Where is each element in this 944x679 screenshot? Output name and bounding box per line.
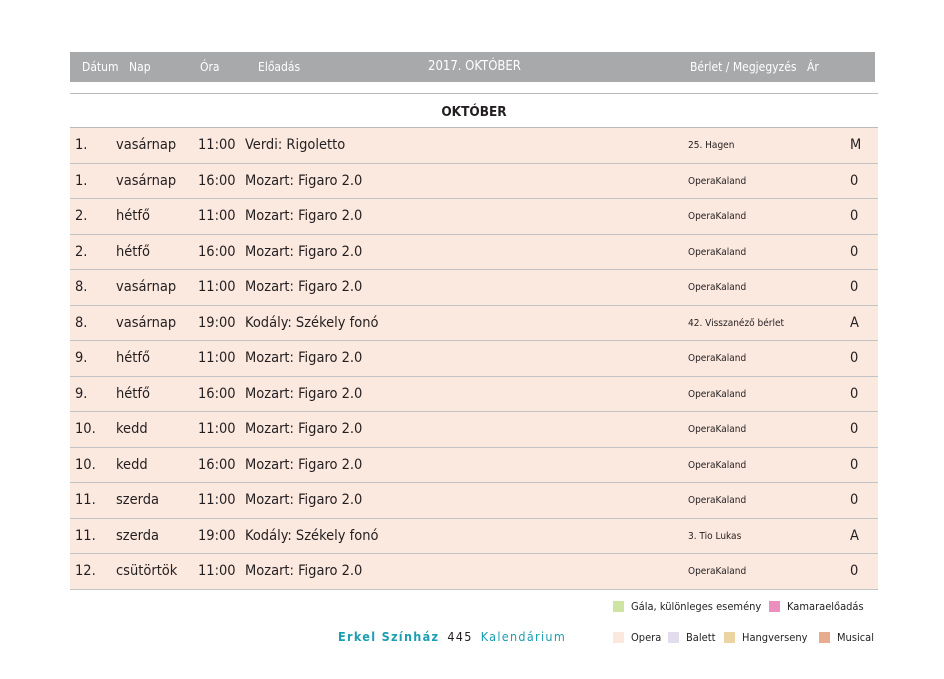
chamber-swatch: [769, 601, 780, 612]
event-note: 25. Hagen: [688, 140, 735, 151]
event-day: kedd: [116, 421, 148, 437]
legend-gala: [613, 600, 761, 613]
ballet-swatch: [668, 632, 679, 643]
event-note: 42. Visszanéző bérlet: [688, 317, 785, 329]
legend-label: Balett: [686, 631, 716, 644]
event-price: 0: [850, 208, 859, 224]
event-day: vasárnap: [116, 137, 177, 153]
month-title: OKTÓBER: [441, 104, 507, 120]
event-date: 10.: [75, 456, 96, 473]
event-day: hétfő: [116, 385, 150, 402]
event-day: kedd: [116, 456, 148, 473]
event-date: 2.: [75, 243, 88, 260]
event-row: [70, 554, 878, 590]
event-day: vasárnap: [116, 279, 177, 295]
event-title: Mozart: Figaro 2.0: [245, 563, 363, 579]
event-row: [70, 377, 878, 413]
opera-swatch: [613, 632, 624, 643]
legend-chamber: [769, 600, 864, 613]
divider: [70, 93, 878, 94]
event-price: 0: [850, 172, 859, 189]
event-time: 19:00: [198, 314, 236, 331]
event-date: 1.: [75, 137, 88, 153]
event-time: 19:00: [198, 527, 236, 544]
event-day: hétfő: [116, 350, 150, 366]
event-row: [70, 164, 878, 200]
page-number: 445: [447, 629, 473, 644]
legend-label: Opera: [631, 631, 662, 644]
event-price: 0: [850, 385, 859, 402]
event-date: 1.: [75, 172, 88, 189]
event-day: hétfő: [116, 208, 150, 224]
event-title: Mozart: Figaro 2.0: [245, 421, 363, 437]
event-date: 9.: [75, 350, 88, 366]
concert-swatch: [724, 632, 735, 643]
legend-label: Kamaraelőadás: [787, 600, 864, 613]
event-price: 0: [850, 492, 859, 508]
event-title: Kodály: Székely fonó: [245, 314, 379, 331]
event-time: 11:00: [198, 350, 236, 366]
event-title: Kodály: Székely fonó: [245, 527, 379, 544]
legend-label: Hangverseny: [742, 631, 808, 644]
event-note: OperaKaland: [688, 459, 747, 471]
event-note: OperaKaland: [688, 211, 747, 222]
event-time: 16:00: [198, 243, 236, 260]
month-heading: 2017. OKTÓBER: [428, 59, 521, 74]
event-note: OperaKaland: [688, 175, 747, 187]
event-row: [70, 483, 878, 519]
col-time-header: Óra: [200, 60, 220, 74]
event-price: 0: [850, 563, 859, 579]
col-price-header: Ár: [807, 60, 819, 74]
event-time: 11:00: [198, 563, 236, 579]
event-price: 0: [850, 456, 859, 473]
events-table: [70, 128, 878, 590]
event-note: OperaKaland: [688, 566, 747, 577]
event-title: Mozart: Figaro 2.0: [245, 279, 363, 295]
event-title: Mozart: Figaro 2.0: [245, 243, 363, 260]
event-day: vasárnap: [116, 314, 177, 331]
col-date-header: Dátum: [82, 60, 119, 74]
event-price: 0: [850, 243, 859, 260]
legend-ballet: [668, 631, 715, 644]
legend-label: Gála, különleges esemény: [631, 600, 762, 613]
event-price: 0: [850, 279, 859, 295]
event-title: Mozart: Figaro 2.0: [245, 350, 363, 366]
event-time: 16:00: [198, 456, 236, 473]
event-date: 11.: [75, 492, 96, 508]
event-note: OperaKaland: [688, 495, 747, 506]
event-title: Mozart: Figaro 2.0: [245, 456, 363, 473]
event-row: [70, 412, 878, 448]
event-title: Mozart: Figaro 2.0: [245, 172, 363, 189]
event-row: [70, 519, 878, 555]
event-date: 8.: [75, 279, 88, 295]
event-date: 8.: [75, 314, 88, 331]
event-date: 9.: [75, 385, 88, 402]
footer-section: Kalendárium: [480, 629, 567, 644]
event-price: 0: [850, 421, 859, 437]
event-date: 12.: [75, 563, 96, 579]
event-note: OperaKaland: [688, 424, 747, 435]
event-row: [70, 306, 878, 342]
event-time: 11:00: [198, 279, 236, 295]
event-row: [70, 270, 878, 306]
event-price: A: [850, 314, 859, 331]
gala-swatch: [613, 601, 624, 612]
event-time: 11:00: [198, 137, 236, 153]
legend-musical: [819, 631, 874, 644]
event-price: M: [850, 137, 862, 153]
event-time: 11:00: [198, 208, 236, 224]
page-footer: [338, 629, 566, 644]
event-row: [70, 199, 878, 235]
musical-swatch: [819, 632, 830, 643]
event-day: szerda: [116, 492, 160, 508]
event-date: 10.: [75, 421, 96, 437]
col-day-header: Nap: [129, 60, 151, 74]
event-price: A: [850, 527, 859, 544]
event-note: OperaKaland: [688, 388, 747, 400]
event-date: 2.: [75, 208, 88, 224]
event-day: vasárnap: [116, 172, 177, 189]
legend-concert: [724, 631, 807, 644]
event-note: OperaKaland: [688, 282, 747, 293]
footer-theatre: Erkel Színház: [338, 629, 440, 644]
col-performance-header: Előadás: [258, 60, 301, 74]
event-title: Verdi: Rigoletto: [245, 137, 346, 153]
event-date: 11.: [75, 527, 96, 544]
event-note: 3. Tio Lukas: [688, 530, 742, 542]
event-price: 0: [850, 350, 859, 366]
event-title: Mozart: Figaro 2.0: [245, 208, 363, 224]
event-row: [70, 448, 878, 484]
event-time: 16:00: [198, 172, 236, 189]
event-row: [70, 235, 878, 271]
col-subscription-header: Bérlet / Megjegyzés: [690, 60, 797, 74]
event-title: Mozart: Figaro 2.0: [245, 492, 363, 508]
legend-label: Musical: [837, 631, 874, 644]
event-time: 11:00: [198, 421, 236, 437]
event-time: 11:00: [198, 492, 236, 508]
event-row: [70, 128, 878, 164]
event-day: szerda: [116, 527, 160, 544]
event-row: [70, 341, 878, 377]
event-note: OperaKaland: [688, 353, 747, 364]
event-day: hétfő: [116, 243, 150, 260]
event-time: 16:00: [198, 385, 236, 402]
event-day: csütörtök: [116, 563, 178, 579]
event-note: OperaKaland: [688, 246, 747, 258]
event-title: Mozart: Figaro 2.0: [245, 385, 363, 402]
legend-opera: [613, 631, 661, 644]
table-header: [70, 52, 875, 82]
